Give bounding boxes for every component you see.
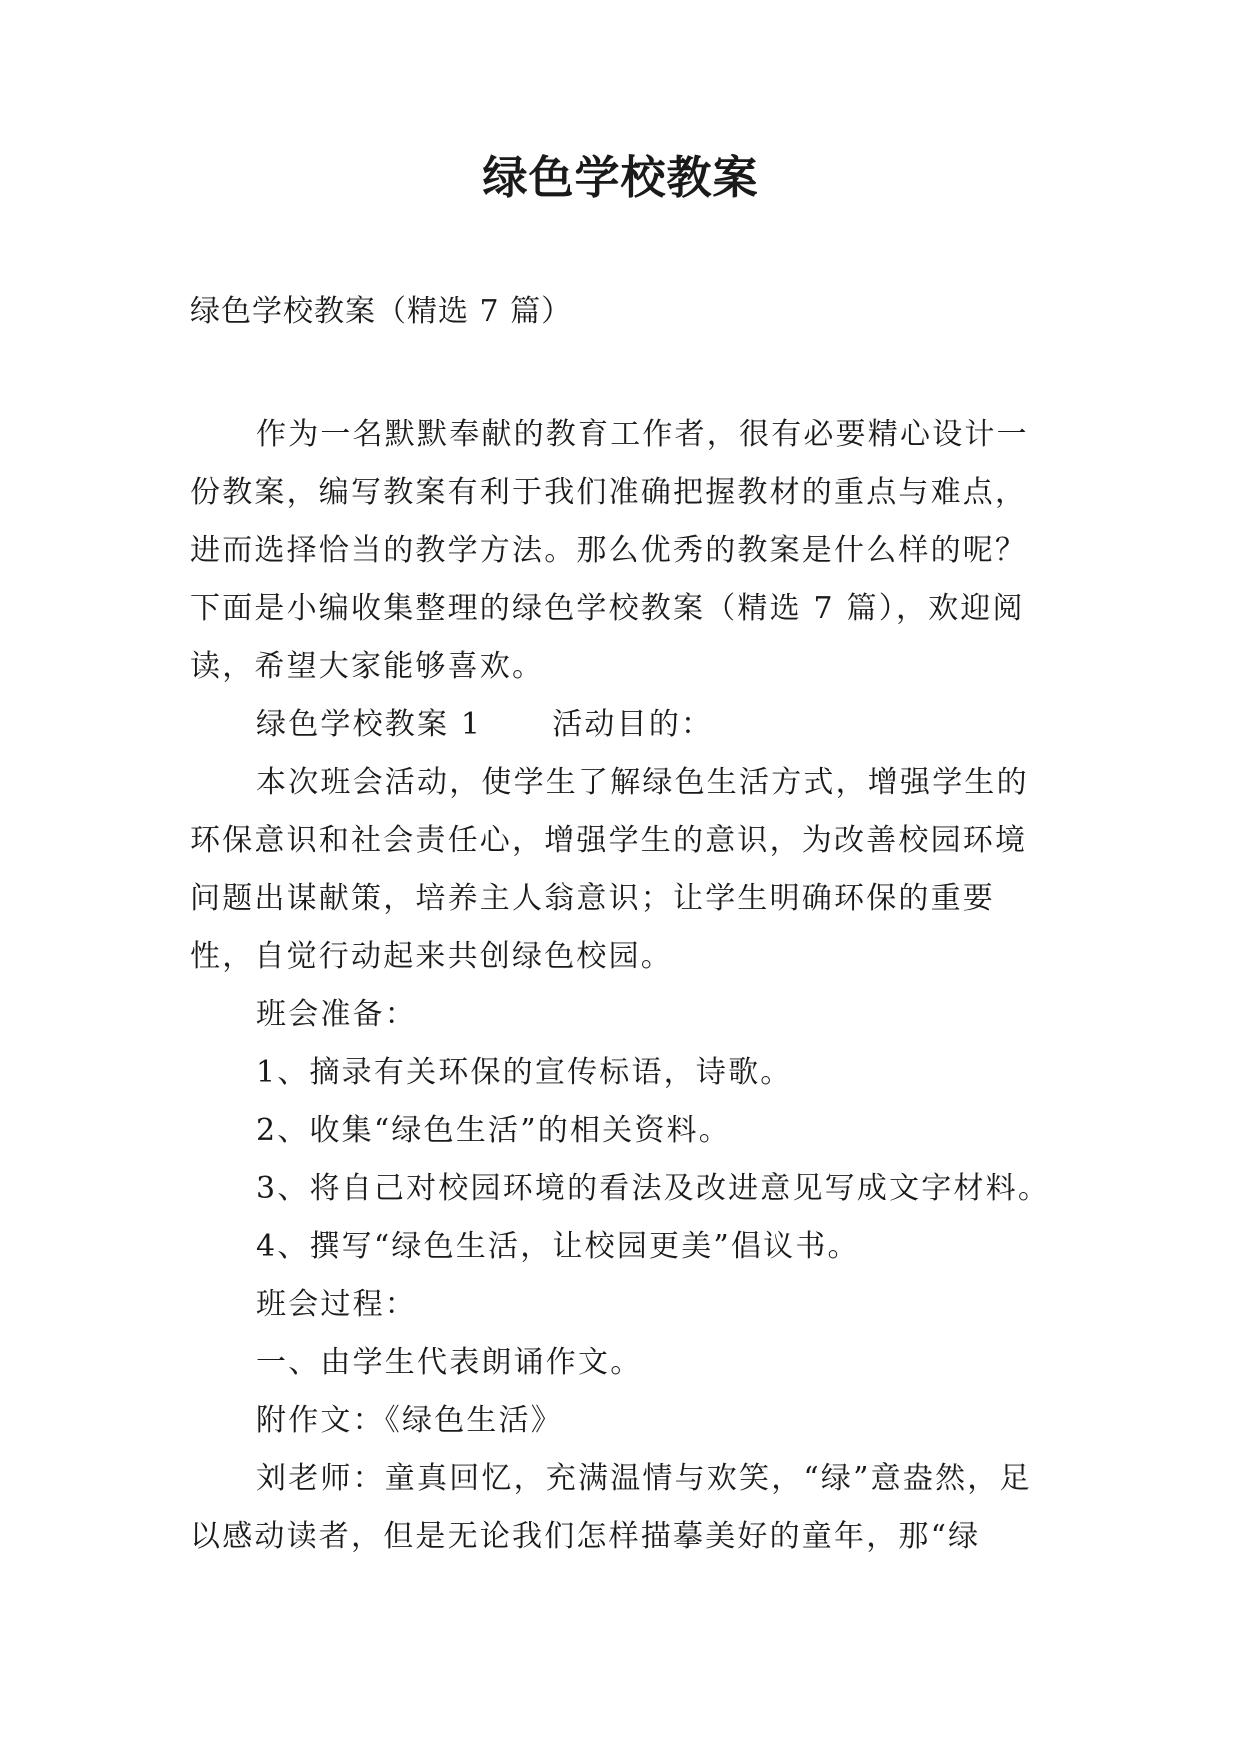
document-body [190,406,1052,1566]
list-item: 1、摘录有关环保的宣传标语，诗歌。 [256,1055,793,1090]
list-item: 4、撰写“绿色生活，让校园更美”倡议书。 [256,1229,860,1264]
teacher-comment: 刘老师：童真回忆，充满温情与欢笑，“绿”意盎然，足以感动读者，但是无论我们怎样描摹美好的童年，那“绿 [190,1461,1032,1554]
section-title: 绿色学校教案 1 [256,707,483,742]
prep-heading: 班会准备： [256,997,417,1032]
goal-label: 活动目的： [552,707,714,742]
document-subtitle: 绿色学校教案（精选 7 篇） [190,294,573,329]
intro-paragraph: 作为一名默默奉献的教育工作者，很有必要精心设计一份教案，编写教案有利于我们准确把握教材的重点与难点，进而选择恰当的教学方法。那么优秀的教案是什么样的呢？下面是小编收集整理的绿色学校教案（精选 7 篇），欢迎阅读，希望大家能够喜欢。 [190,417,1029,684]
attached-essay: 附作文：《绿色生活》 [256,1403,563,1438]
process-heading: 班会过程： [256,1287,417,1322]
list-item: 2、收集“绿色生活”的相关资料。 [256,1113,731,1148]
section-heading [190,696,1052,754]
list-item: 3、将自己对校园环境的看法及改进意见写成文字材料。 [256,1171,1051,1206]
page-title: 绿色学校教案 [482,151,759,204]
goal-paragraph: 本次班会活动，使学生了解绿色生活方式，增强学生的环保意识和社会责任心，增强学生的意识，为改善校园环境问题出谋献策，培养主人翁意识；让学生明确环保的重要性，自觉行动起来共创绿色校园。 [190,765,1029,974]
process-step: 一、由学生代表朗诵作文。 [256,1345,643,1380]
